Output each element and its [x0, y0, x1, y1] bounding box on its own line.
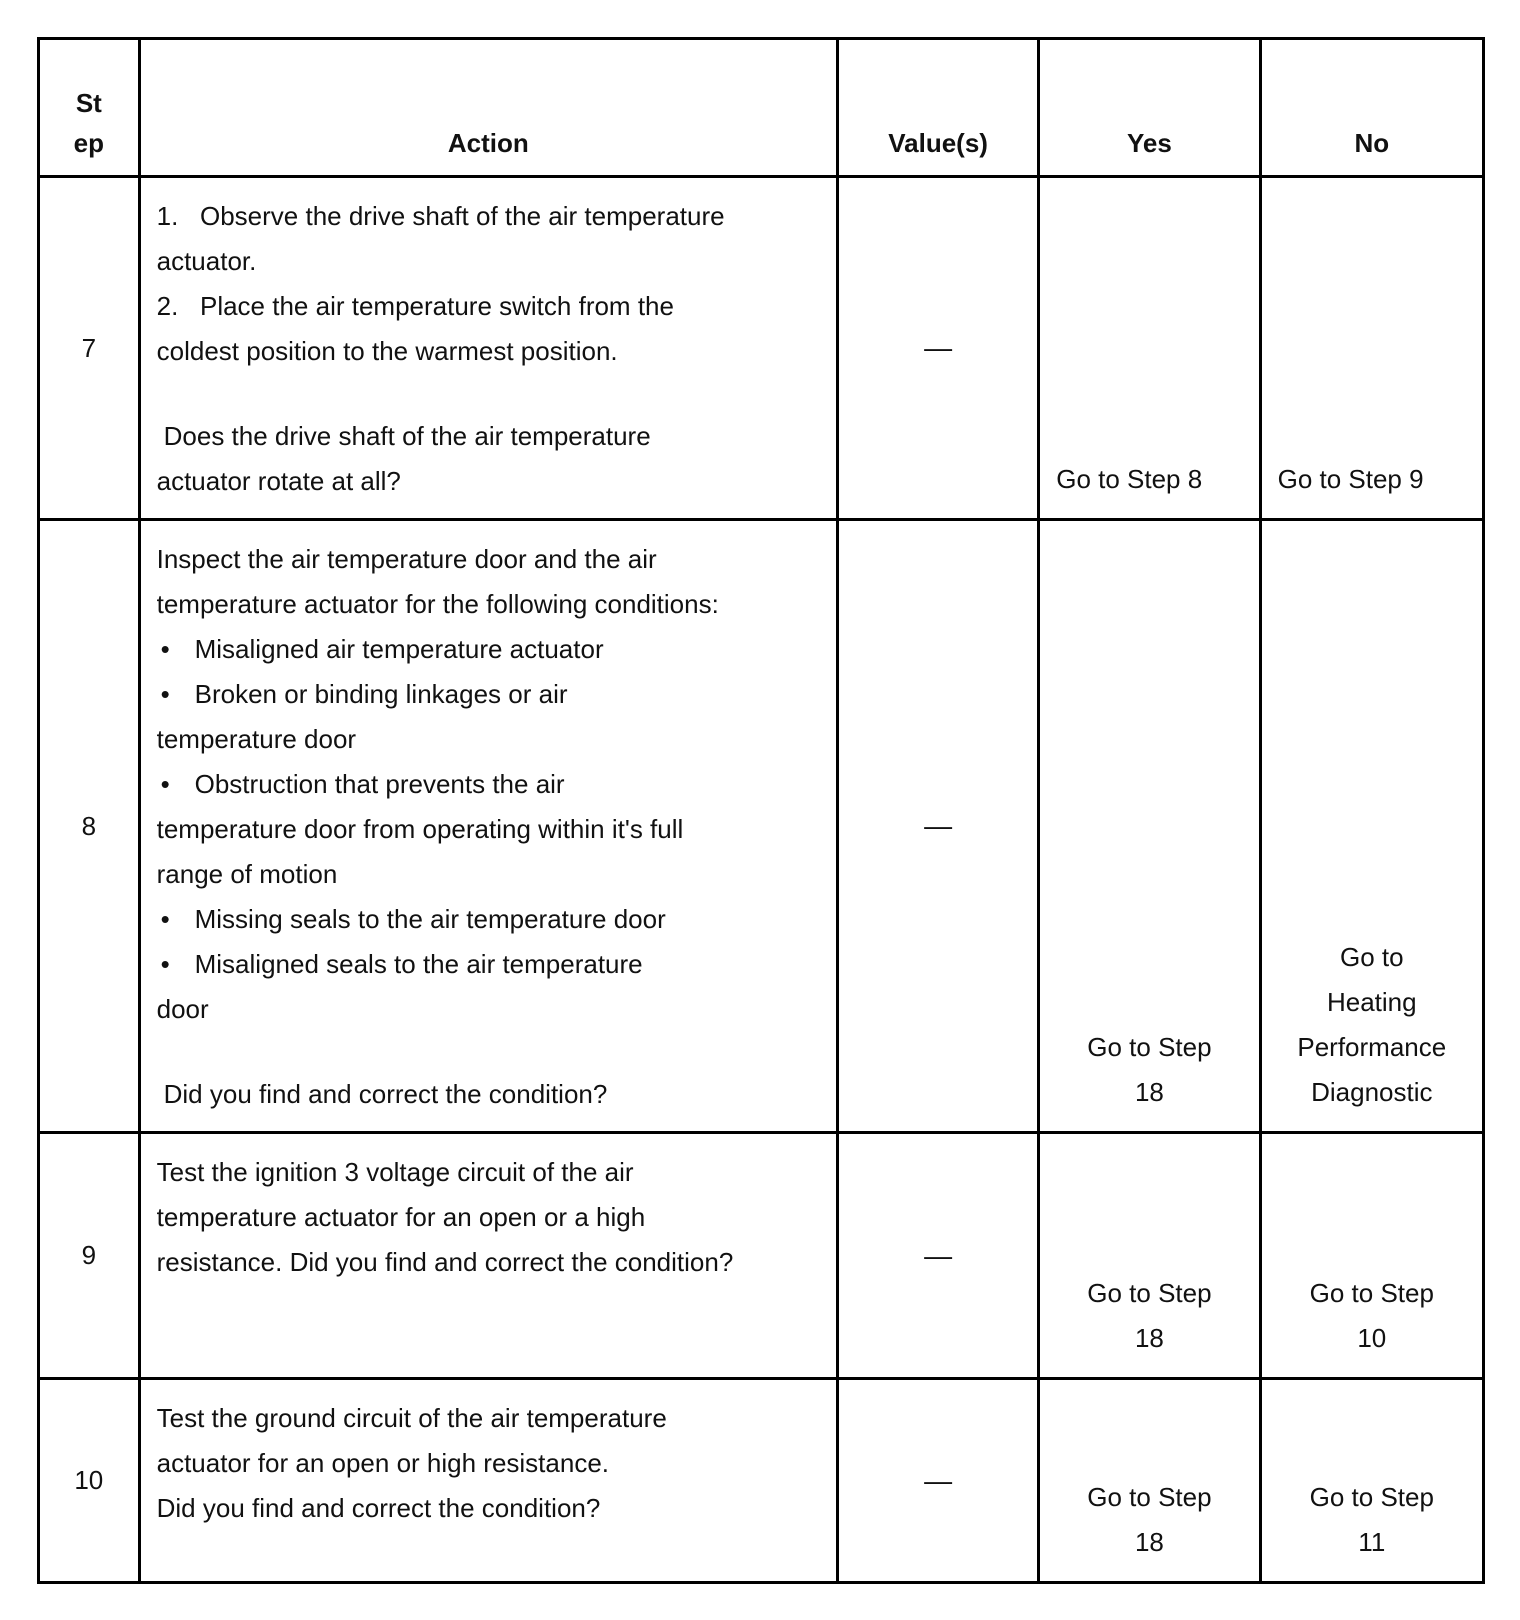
bullet-continuation: range of motion — [156, 859, 338, 889]
yes-text: Go to Step — [1087, 1032, 1212, 1062]
action-line: 2. Place the air temperature switch from the — [156, 291, 674, 321]
header-step-line1: St — [75, 88, 102, 118]
bullet-item: • Misaligned seals to the air temperature — [157, 942, 826, 987]
action-line: Did you find and correct the condition? — [156, 1493, 601, 1523]
action-line: temperature actuator for the following conditions: — [156, 589, 719, 619]
action-line: actuator. — [156, 246, 257, 276]
no-text: 10 — [1357, 1323, 1387, 1353]
header-yes: Yes — [1039, 39, 1260, 177]
yes-text: 18 — [1134, 1077, 1164, 1107]
no-text: Diagnostic — [1311, 1077, 1433, 1107]
bullet-continuation: temperature door from operating within it's full — [156, 814, 684, 844]
bullet-item: • Broken or binding linkages or air — [157, 672, 826, 717]
value-cell: — — [837, 177, 1038, 520]
action-question: Does the drive shaft of the air temperature — [163, 421, 651, 451]
no-text: Go to Step — [1309, 1278, 1434, 1308]
no-cell — [1260, 177, 1483, 520]
value-cell: — — [837, 520, 1038, 1133]
bullet-continuation: temperature door — [156, 724, 357, 754]
bullet-continuation: door — [156, 994, 209, 1024]
action-cell — [139, 520, 837, 1133]
header-step-line2: ep — [73, 128, 104, 158]
step-number: 7 — [39, 177, 140, 520]
value-cell: — — [837, 1379, 1038, 1583]
action-line: actuator for an open or high resistance. — [156, 1448, 610, 1478]
yes-text: 18 — [1134, 1527, 1164, 1557]
action-line: Test the ground circuit of the air temperature — [156, 1403, 667, 1433]
yes-text: Go to Step — [1087, 1482, 1212, 1512]
no-text: 11 — [1358, 1527, 1386, 1557]
yes-cell — [1039, 1133, 1260, 1379]
header-step — [39, 39, 140, 177]
header-action: Action — [139, 39, 837, 177]
yes-text: 18 — [1134, 1323, 1164, 1353]
yes-text: Go to Step 8 — [1056, 464, 1203, 494]
table-row — [39, 1133, 1484, 1379]
no-cell — [1260, 520, 1483, 1133]
action-line: temperature actuator for an open or a high — [156, 1202, 646, 1232]
no-text: Heating — [1326, 987, 1417, 1017]
action-line: Test the ignition 3 voltage circuit of the air — [156, 1157, 634, 1187]
no-text: Performance — [1297, 1032, 1447, 1062]
action-cell — [139, 177, 837, 520]
yes-cell — [1039, 1379, 1260, 1583]
step-number: 10 — [39, 1379, 140, 1583]
action-question: actuator rotate at all? — [156, 466, 401, 496]
yes-cell — [1039, 520, 1260, 1133]
yes-cell — [1039, 177, 1260, 520]
yes-text: Go to Step — [1087, 1278, 1212, 1308]
action-line: coldest position to the warmest position. — [156, 336, 618, 366]
diagnostic-table — [37, 37, 1485, 1584]
action-line: Inspect the air temperature door and the air — [156, 544, 657, 574]
action-line: resistance. Did you find and correct the condition? — [156, 1247, 734, 1277]
no-cell — [1260, 1133, 1483, 1379]
no-text: Go to Step — [1309, 1482, 1434, 1512]
no-cell — [1260, 1379, 1483, 1583]
bullet-item: • Obstruction that prevents the air — [157, 762, 826, 807]
bullet-item: • Missing seals to the air temperature door — [157, 897, 826, 942]
action-question: Did you find and correct the condition? — [163, 1079, 608, 1109]
action-cell — [139, 1379, 837, 1583]
header-no: No — [1260, 39, 1483, 177]
table-row — [39, 1379, 1484, 1583]
action-line: 1. Observe the drive shaft of the air temperature — [156, 201, 725, 231]
header-row — [39, 39, 1484, 177]
action-cell — [139, 1133, 837, 1379]
bullet-item: • Misaligned air temperature actuator — [157, 627, 826, 672]
table-row — [39, 177, 1484, 520]
step-number: 9 — [39, 1133, 140, 1379]
header-values: Value(s) — [837, 39, 1038, 177]
value-cell: — — [837, 1133, 1038, 1379]
no-text: Go to Step 9 — [1277, 464, 1424, 494]
table-row — [39, 520, 1484, 1133]
step-number: 8 — [39, 520, 140, 1133]
no-text: Go to — [1340, 942, 1404, 972]
